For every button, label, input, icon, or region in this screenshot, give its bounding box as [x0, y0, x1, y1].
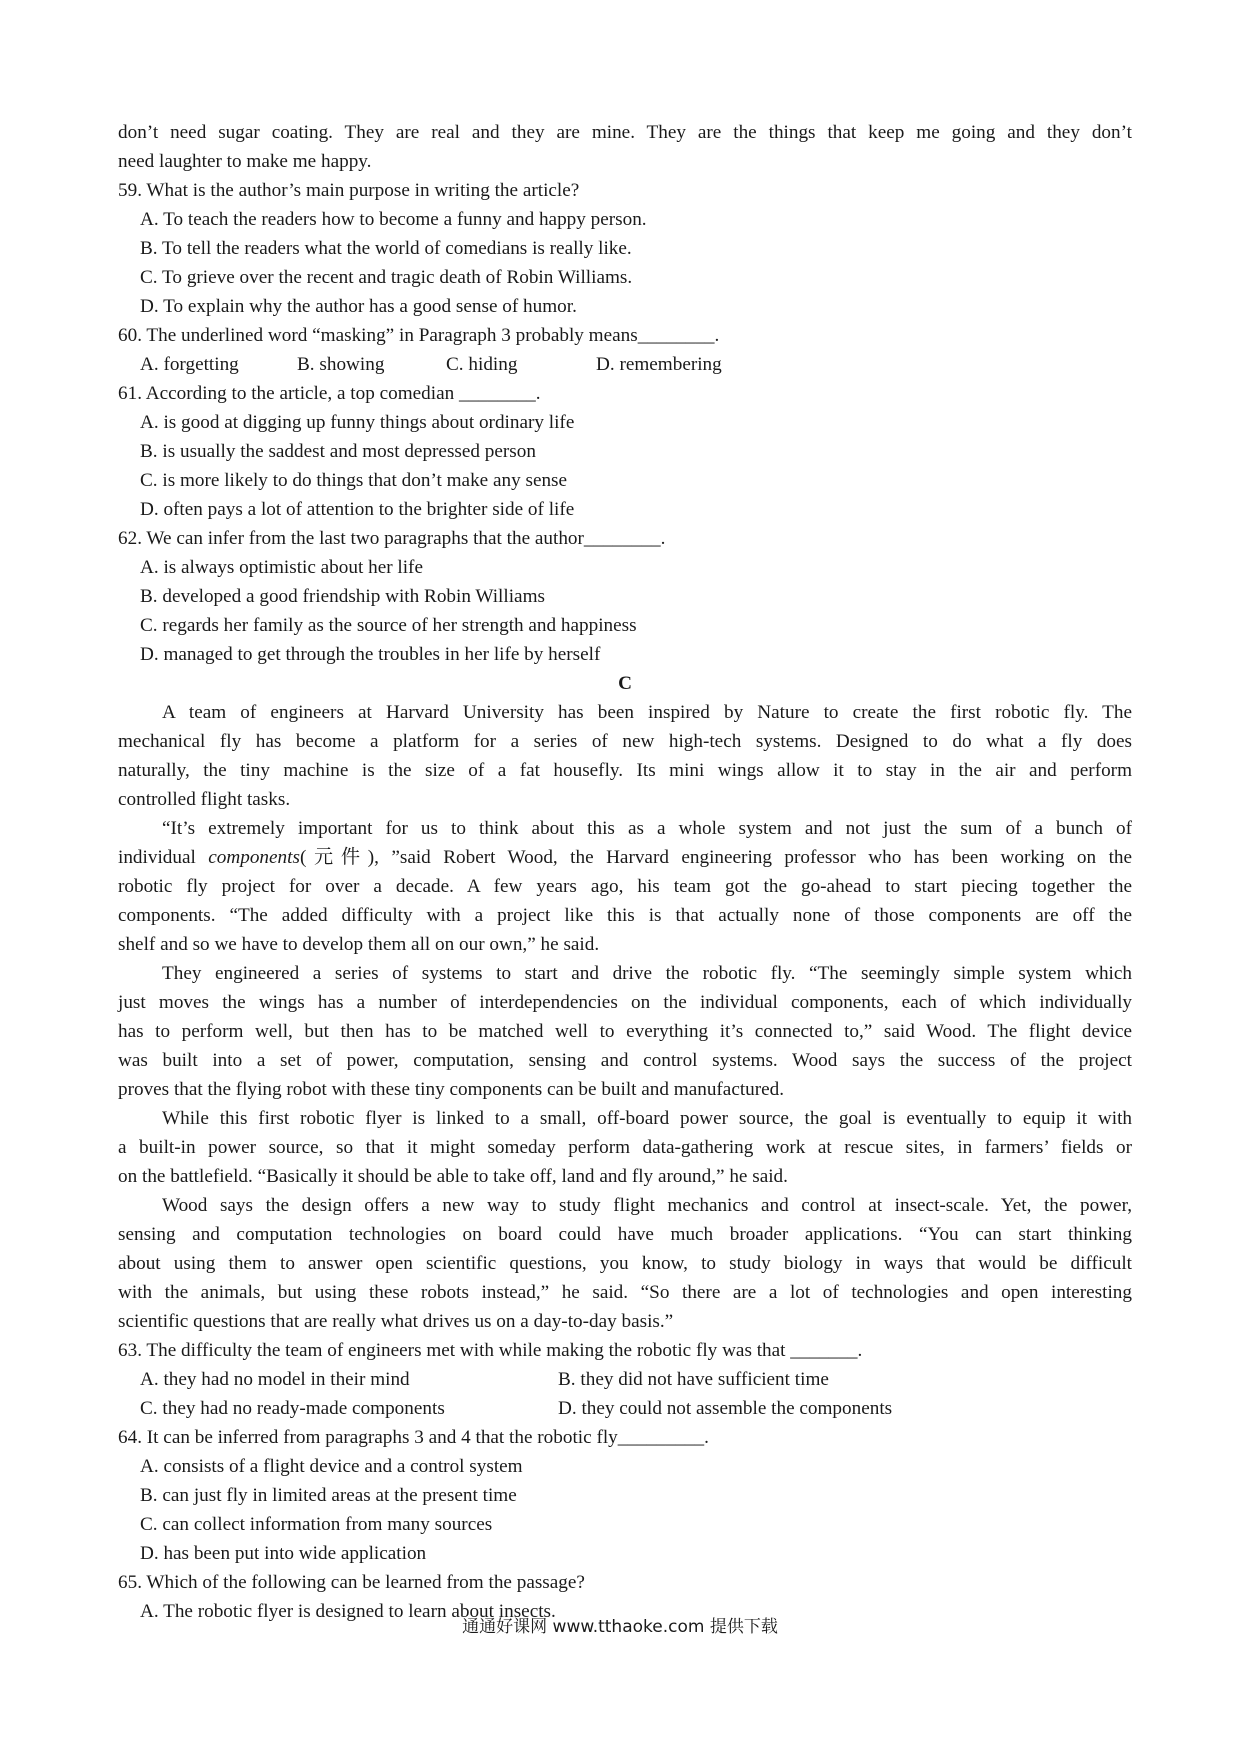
passage-paragraph-4: [118, 1104, 1132, 1191]
option-c: C. hiding: [446, 354, 518, 375]
text-line: components. “The added difficulty with a project like this is that actually none of those components are off the: [118, 905, 1132, 926]
carryover-paragraph: [118, 118, 1132, 176]
options-row: [118, 1394, 1132, 1423]
text-line: proves that the flying robot with these tiny components can be built and manufactured.: [118, 1079, 785, 1100]
question-62: [118, 524, 1132, 669]
option-b: B. showing: [297, 354, 385, 375]
text-line: A team of engineers at Harvard University has been inspired by Nature to create the first robotic fly. The: [162, 702, 1132, 723]
question-61: [118, 379, 1132, 524]
option-b: B. they did not have sufficient time: [558, 1369, 829, 1390]
text-line: just moves the wings has a number of interdependencies on the individual components, each of which individually: [118, 992, 1132, 1013]
option-b: B. developed a good friendship with Robin Williams: [140, 586, 545, 607]
option-d: D. often pays a lot of attention to the brighter side of life: [140, 499, 575, 520]
text-line: mechanical fly has become a platform for a series of new high-tech systems. Designed to do what a fly does: [118, 731, 1132, 752]
text-line: need laughter to make me happy.: [118, 151, 372, 172]
passage-paragraph-5: [118, 1191, 1132, 1336]
question-60: [118, 321, 1132, 379]
option-c: C. can collect information from many sources: [140, 1514, 493, 1535]
text-line: with the animals, but using these robots instead,” he said. “So there are a lot of technologies and open interesting: [118, 1282, 1132, 1303]
question-stem: 63. The difficulty the team of engineers met with while making the robotic fly was that _______.: [118, 1340, 863, 1361]
text-line: has to perform well, but then has to be matched well to everything it’s connected to,” said Wood. The flight device: [118, 1021, 1132, 1042]
text-line: robotic fly project for over a decade. A few years ago, his team got the go-ahead to start piecing together the: [118, 876, 1132, 897]
text-line: “It’s extremely important for us to think about this as a whole system and not just the sum of a bunch of: [162, 818, 1132, 839]
option-d: D. managed to get through the troubles in her life by herself: [140, 644, 601, 665]
option-c: C. they had no ready-made components: [140, 1398, 445, 1419]
option-a: A. is always optimistic about her life: [140, 557, 423, 578]
text-fragment: (元件), ”said Robert Wood, the Harvard engineering professor who has been working on the: [299, 847, 1133, 868]
text-line: They engineered a series of systems to start and drive the robotic fly. “The seemingly simple system which: [162, 963, 1132, 984]
text-line: naturally, the tiny machine is the size of a fat housefly. Its mini wings allow it to stay in the air and perform: [118, 760, 1132, 781]
text-line: shelf and so we have to develop them all on our own,” he said.: [118, 934, 600, 955]
question-stem: 62. We can infer from the last two paragraphs that the author________.: [118, 528, 666, 549]
option-c: C. is more likely to do things that don’t make any sense: [140, 470, 568, 491]
document-page: [118, 118, 1132, 1626]
option-d: D. they could not assemble the components: [558, 1398, 893, 1419]
option-a: A. consists of a flight device and a control system: [140, 1456, 523, 1477]
option-b: B. To tell the readers what the world of comedians is really like.: [140, 238, 632, 259]
option-a: A. forgetting: [140, 354, 239, 375]
text-line: Wood says the design offers a new way to study flight mechanics and control at insect-scale. Yet, the power,: [162, 1195, 1132, 1216]
text-line: While this first robotic flyer is linked to a small, off-board power source, the goal is eventually to equip it with: [162, 1108, 1132, 1129]
option-d: D. remembering: [596, 354, 722, 375]
option-b: B. is usually the saddest and most depressed person: [140, 441, 536, 462]
options-row: [118, 1365, 1132, 1394]
option-d: D. has been put into wide application: [140, 1543, 427, 1564]
option-c: C. regards her family as the source of her strength and happiness: [140, 615, 637, 636]
page-footer: 通通好课网 www.tthaoke.com 提供下载: [462, 1617, 778, 1637]
passage-paragraph-1: [118, 698, 1132, 814]
text-line: about using them to answer open scientific questions, you know, to study biology in ways that would be difficult: [118, 1253, 1132, 1274]
options-row: [118, 350, 1132, 379]
option-b: B. can just fly in limited areas at the present time: [140, 1485, 517, 1506]
option-a: A. is good at digging up funny things about ordinary life: [140, 412, 575, 433]
question-stem: 61. According to the article, a top comedian ________.: [118, 383, 541, 404]
passage-paragraph-2: [118, 814, 1132, 959]
text-line: a built-in power source, so that it might someday perform data-gathering work at rescue sites, in farmers’ fields or: [118, 1137, 1132, 1158]
text-line: scientific questions that are really what drives us on a day-to-day basis.”: [118, 1311, 674, 1332]
option-d: D. To explain why the author has a good sense of humor.: [140, 296, 577, 317]
text-line: don’t need sugar coating. They are real and they are mine. They are the things that keep me going and they don’t: [118, 122, 1132, 143]
passage-paragraph-3: [118, 959, 1132, 1104]
question-64: [118, 1423, 1132, 1568]
question-59: [118, 176, 1132, 321]
option-a: A. they had no model in their mind: [140, 1369, 410, 1390]
text-line: was built into a set of power, computation, sensing and control systems. Wood says the success of the project: [118, 1050, 1132, 1071]
question-63: [118, 1336, 1132, 1423]
question-stem: 64. It can be inferred from paragraphs 3 and 4 that the robotic fly_________.: [118, 1427, 709, 1448]
italic-term: components: [208, 847, 300, 868]
question-stem: 59. What is the author’s main purpose in writing the article?: [118, 180, 580, 201]
text-line: sensing and computation technologies on board could have much broader applications. “You can start thinking: [118, 1224, 1132, 1245]
option-a: A. To teach the readers how to become a funny and happy person.: [140, 209, 647, 230]
section-heading: C: [618, 673, 632, 694]
option-c: C. To grieve over the recent and tragic death of Robin Williams.: [140, 267, 633, 288]
option-a: A. The robotic flyer is designed to learn about insects.: [140, 1601, 556, 1622]
text-fragment: individual: [118, 847, 209, 868]
text-line: [118, 843, 1132, 872]
question-stem: 65. Which of the following can be learned from the passage?: [118, 1572, 585, 1593]
text-line: on the battlefield. “Basically it should be able to take off, land and fly around,” he said.: [118, 1166, 788, 1187]
text-line: controlled flight tasks.: [118, 789, 291, 810]
question-stem: 60. The underlined word “masking” in Paragraph 3 probably means________.: [118, 325, 720, 346]
